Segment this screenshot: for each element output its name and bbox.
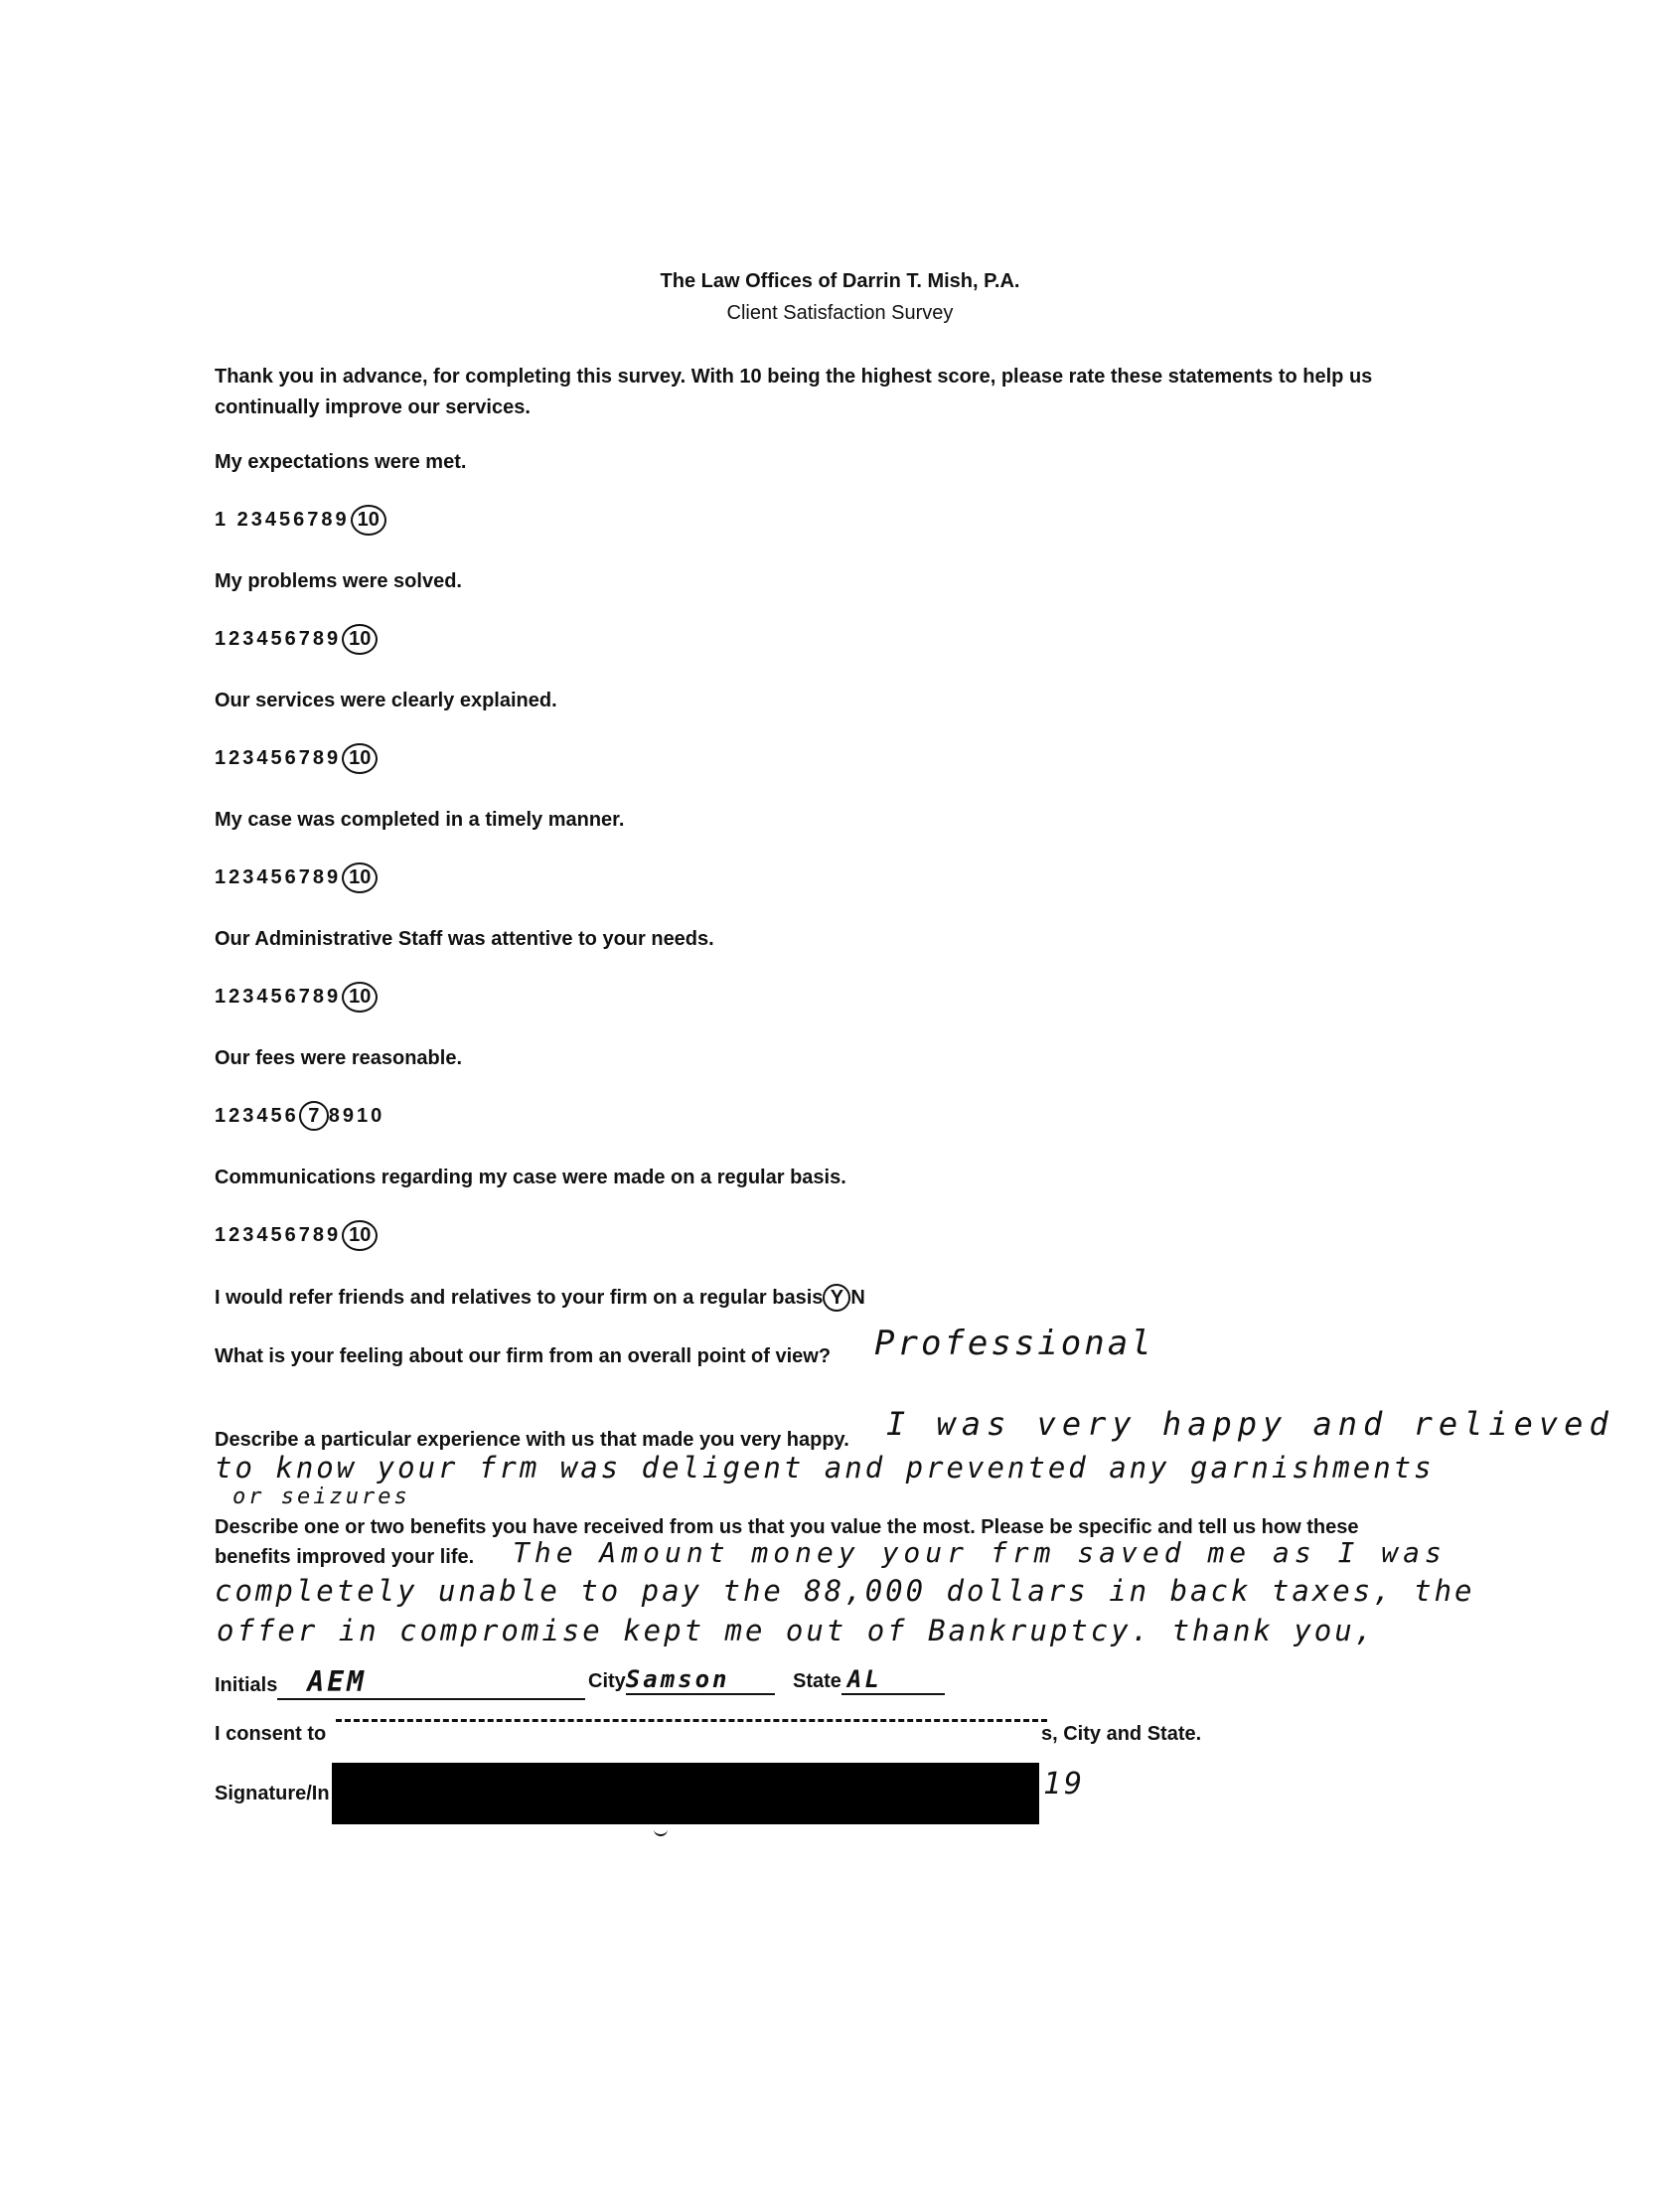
initials-field — [215, 1665, 585, 1700]
experience-question: Describe a particular experience with us that made you very happy. — [215, 1429, 849, 1451]
scale-numbers: 123456789 — [215, 986, 342, 1008]
initials-label: Initials — [215, 1674, 278, 1696]
experience-answer-line1[interactable]: I was very happy and relieved — [886, 1405, 1614, 1443]
state-field — [793, 1665, 945, 1695]
state-label: State — [793, 1670, 841, 1692]
selected-rating[interactable]: 7 — [299, 1101, 329, 1131]
rating-scale-6[interactable] — [215, 1101, 384, 1131]
state-value: AL — [846, 1665, 882, 1693]
rating-scale-3[interactable] — [215, 743, 378, 774]
scale-numbers: 123456 — [215, 1105, 299, 1127]
scale-numbers: 123456789 — [215, 866, 342, 888]
rating-scale-5[interactable] — [215, 982, 378, 1013]
scale-numbers: 123456789 — [215, 1224, 342, 1246]
question-6: Our fees were reasonable. — [215, 1047, 463, 1069]
selected-rating[interactable]: 10 — [342, 624, 378, 655]
consent-prefix: I consent to — [215, 1723, 327, 1745]
benefits-answer-line1[interactable]: The Amount money your frm saved me as I was — [513, 1536, 1447, 1569]
consent-suffix: s, City and State. — [1041, 1723, 1202, 1745]
scale-numbers-after: 8910 — [328, 1105, 385, 1127]
overall-question: What is your feeling about our firm from an overall point of view? — [215, 1345, 832, 1367]
question-4: My case was completed in a timely manner. — [215, 809, 625, 831]
refer-question — [215, 1284, 865, 1312]
question-3: Our services were clearly explained. — [215, 690, 557, 711]
experience-answer-line2[interactable]: to know your frm was deligent and prevented any garnishments — [215, 1451, 1435, 1485]
question-5: Our Administrative Staff was attentive to your needs. — [215, 928, 714, 950]
selected-rating[interactable]: 10 — [342, 743, 378, 774]
refer-no[interactable]: N — [850, 1287, 865, 1309]
redaction-block — [332, 1763, 1039, 1824]
obscured-text-fragments — [336, 1719, 1047, 1728]
survey-title: Client Satisfaction Survey — [726, 302, 954, 324]
scale-numbers: 123456789 — [215, 747, 342, 769]
refer-text: I would refer friends and relatives to your firm on a regular basis — [215, 1287, 824, 1309]
rating-scale-7[interactable] — [215, 1220, 378, 1251]
question-2: My problems were solved. — [215, 570, 462, 592]
city-field — [588, 1665, 775, 1695]
city-value: Samson — [625, 1665, 730, 1693]
firm-name: The Law Offices of Darrin T. Mish, P.A. — [660, 270, 1020, 292]
selected-rating[interactable]: 10 — [342, 862, 378, 893]
selected-rating[interactable]: 10 — [342, 982, 378, 1013]
benefits-question-line2: benefits improved your life. — [215, 1546, 475, 1568]
signature-label: Signature/In — [215, 1783, 330, 1804]
initials-value: AEM — [307, 1665, 367, 1698]
initials-input[interactable] — [277, 1665, 585, 1700]
state-input[interactable] — [841, 1665, 945, 1695]
question-1: My expectations were met. — [215, 451, 467, 473]
signature-date-fragment: 19 — [1043, 1767, 1086, 1801]
rating-scale-4[interactable] — [215, 862, 378, 893]
scale-numbers: 123456789 — [215, 628, 342, 650]
experience-answer-line3[interactable]: or seizures — [232, 1485, 410, 1509]
rating-scale-2[interactable] — [215, 624, 378, 655]
rating-scale-1[interactable] — [215, 505, 386, 536]
selected-rating[interactable]: 10 — [342, 1220, 378, 1251]
city-input[interactable] — [626, 1665, 775, 1695]
overall-answer[interactable]: Professional — [874, 1324, 1154, 1363]
scale-numbers: 1 23456789 — [215, 509, 350, 531]
city-label: City — [588, 1670, 626, 1692]
benefits-question-line1: Describe one or two benefits you have received from us that you value the most. Please be specific and tell us how these — [215, 1516, 1359, 1538]
signature-stroke — [654, 1824, 668, 1836]
refer-yes-selected[interactable]: Y — [823, 1284, 850, 1312]
benefits-answer-line3[interactable]: offer in compromise kept me out of Bankruptcy. thank you, — [217, 1614, 1376, 1647]
benefits-answer-line2[interactable]: completely unable to pay the 88,000 dollars in back taxes, the — [215, 1574, 1475, 1608]
selected-rating[interactable]: 10 — [351, 505, 386, 536]
question-7: Communications regarding my case were made on a regular basis. — [215, 1167, 846, 1188]
intro-text: Thank you in advance, for completing this survey. With 10 being the highest score, please rate these statements to help us continually improve our services. — [215, 366, 1373, 418]
